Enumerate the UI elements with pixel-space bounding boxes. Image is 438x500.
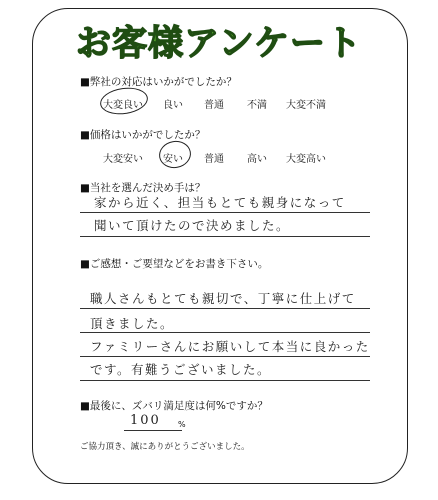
option-average[interactable]: 普通	[204, 100, 224, 111]
answer-rule	[80, 356, 370, 357]
option-very-good[interactable]: 大変良い	[103, 100, 143, 111]
answer-rule	[80, 380, 370, 381]
question-comments: ■ご感想・ご要望などをお書き下さい。	[80, 258, 269, 270]
satisfaction-rule	[124, 430, 182, 431]
reason-answer-line-2: 聞いて頂けたので決めました。	[94, 218, 291, 233]
thank-you-note: ご協力頂き、誠にありがとうございました。	[80, 442, 250, 452]
reason-answer-line-1: 家から近く、担当もとても親身になって	[94, 195, 346, 210]
question-reason: ■当社を選んだ決め手は？	[80, 182, 206, 194]
option-very-cheap[interactable]: 大変安い	[103, 154, 143, 165]
answer-rule	[80, 212, 370, 213]
question-price: ■価格はいかがでしたか？	[80, 129, 206, 141]
comment-line-3: ファミリーさんにお願いして本当に良かった	[90, 339, 370, 354]
satisfaction-value: 100	[130, 413, 161, 428]
option-very-expensive[interactable]: 大変高い	[286, 154, 326, 165]
comment-line-4: です。有難うございました。	[90, 362, 272, 377]
option-cheap[interactable]: 安い	[163, 154, 183, 165]
option-very-dissatisfied[interactable]: 大変不満	[286, 100, 326, 111]
survey-title: お客様アンケート	[76, 24, 362, 64]
comment-line-2: 頂きました。	[90, 316, 175, 331]
question-service: ■弊社の対応はいかがでしたか？	[80, 76, 237, 88]
answer-rule	[80, 236, 370, 237]
answer-rule	[80, 332, 370, 333]
comment-line-1: 職人さんもとても親切で、丁寧に仕上げて	[90, 291, 356, 306]
option-good[interactable]: 良い	[163, 100, 183, 111]
option-expensive[interactable]: 高い	[247, 154, 267, 165]
option-dissatisfied[interactable]: 不満	[247, 100, 267, 111]
option-average-price[interactable]: 普通	[204, 154, 224, 165]
percent-unit: %	[178, 420, 186, 429]
answer-rule	[80, 308, 370, 309]
question-satisfaction: ■最後に、ズバリ満足度は何%ですか？	[80, 400, 268, 412]
